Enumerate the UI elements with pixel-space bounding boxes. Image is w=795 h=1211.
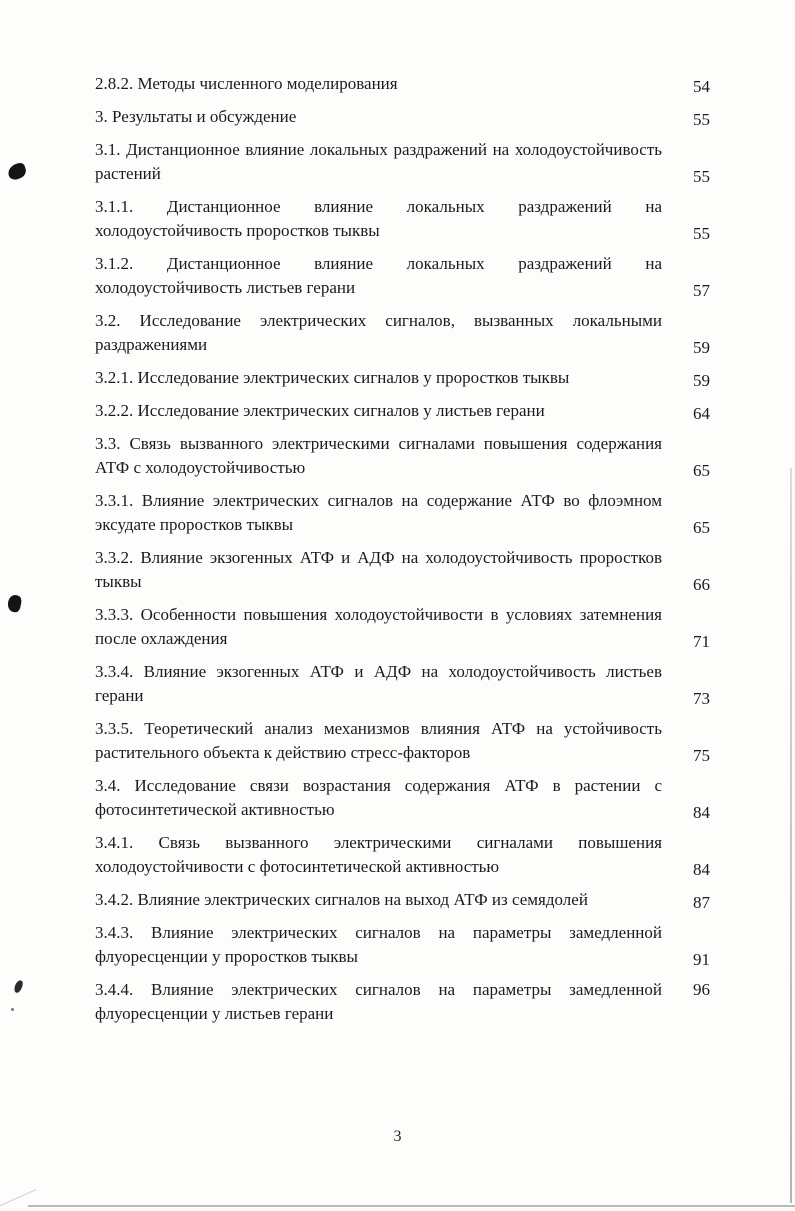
toc-entry-text: 3.4. Исследование связи возрастания содержания АТФ в растении с фотосинтетической активностью (95, 776, 662, 819)
toc-entry-text: 3.3.3. Особенности повышения холодоустойчивости в условиях затемнения после охлаждения (95, 605, 662, 648)
toc-entry-page: 75 (693, 746, 710, 765)
toc-entry (95, 978, 710, 1026)
toc-entry (95, 888, 710, 912)
toc-entry-text: 2.8.2. Методы численного моделирования (95, 74, 398, 93)
toc-entry (95, 921, 710, 969)
toc-entry-page: 55 (693, 224, 710, 243)
toc-entry-text: 3.1.1. Дистанционное влияние локальных раздражений на холодоустойчивость проростков тыквы (95, 197, 662, 240)
toc-entry (95, 660, 710, 708)
toc-entry (95, 105, 710, 129)
scan-edge-right (790, 468, 792, 1203)
toc-entry-page: 73 (693, 689, 710, 708)
toc-entry-text: 3.3.5. Теоретический анализ механизмов влияния АТФ на устойчивость растительного объекта к действию стресс-факторов (95, 719, 662, 762)
toc-entry-text: 3. Результаты и обсуждение (95, 107, 297, 126)
page-number: 3 (393, 1128, 402, 1145)
toc-entry-text: 3.2. Исследование электрических сигналов, вызванных локальными раздражениями (95, 311, 662, 354)
ink-mark-icon (6, 162, 28, 182)
toc-entry-page: 55 (693, 167, 710, 186)
toc-entry (95, 72, 710, 96)
toc-entry-page: 84 (693, 860, 710, 879)
toc-entry (95, 831, 710, 879)
toc-list (95, 72, 710, 1035)
toc-entry-page: 65 (693, 518, 710, 537)
toc-entry (95, 717, 710, 765)
toc-entry-text: 3.3. Связь вызванного электрическими сигналами повышения содержания АТФ с холодоустойчивостью (95, 434, 662, 477)
toc-entry-page: 84 (693, 803, 710, 822)
ink-mark-icon (6, 594, 22, 613)
toc-entry (95, 603, 710, 651)
toc-entry-page: 96 (693, 980, 710, 999)
toc-entry (95, 366, 710, 390)
toc-entry-page: 59 (693, 338, 710, 357)
toc-entry (95, 138, 710, 186)
toc-entry (95, 252, 710, 300)
scan-edge-bottom (28, 1205, 795, 1207)
toc-entry (95, 399, 710, 423)
toc-entry-page: 71 (693, 632, 710, 651)
toc-entry-text: 3.3.2. Влияние экзогенных АТФ и АДФ на холодоустойчивость проростков тыквы (95, 548, 662, 591)
toc-entry-page: 57 (693, 281, 710, 300)
toc-entry-text: 3.2.1. Исследование электрических сигналов у проростков тыквы (95, 368, 570, 387)
toc-entry-text: 3.4.1. Связь вызванного электрическими сигналами повышения холодоустойчивости с фотосинтетической активностью (95, 833, 662, 876)
ink-speck-icon (11, 1008, 14, 1011)
toc-entry-page: 91 (693, 950, 710, 969)
toc-entry-text: 3.3.1. Влияние электрических сигналов на содержание АТФ во флоэмном эксудате проростков тыквы (95, 491, 662, 534)
toc-entry-text: 3.3.4. Влияние экзогенных АТФ и АДФ на холодоустойчивость листьев герани (95, 662, 662, 705)
toc-entry-page: 87 (693, 893, 710, 912)
toc-entry (95, 774, 710, 822)
toc-entry-text: 3.2.2. Исследование электрических сигналов у листьев герани (95, 401, 545, 420)
toc-entry-text: 3.1.2. Дистанционное влияние локальных раздражений на холодоустойчивость листьев герани (95, 254, 662, 297)
ink-mark-icon (13, 979, 25, 994)
toc-entry-page: 54 (693, 77, 710, 96)
toc-entry-page: 66 (693, 575, 710, 594)
toc-entry-text: 3.4.4. Влияние электрических сигналов на параметры замедленной флуоресценции у листьев герани (95, 980, 662, 1023)
toc-entry (95, 195, 710, 243)
toc-entry (95, 546, 710, 594)
toc-entry (95, 309, 710, 357)
toc-entry-page: 55 (693, 110, 710, 129)
toc-entry (95, 489, 710, 537)
toc-entry-page: 65 (693, 461, 710, 480)
toc-entry-text: 3.1. Дистанционное влияние локальных раздражений на холодоустойчивость растений (95, 140, 662, 183)
toc-entry-text: 3.4.2. Влияние электрических сигналов на выход АТФ из семядолей (95, 890, 588, 909)
toc-entry-text: 3.4.3. Влияние электрических сигналов на параметры замедленной флуоресценции у проростков тыквы (95, 923, 662, 966)
toc-entry (95, 432, 710, 480)
toc-entry-page: 59 (693, 371, 710, 390)
toc-entry-page: 64 (693, 404, 710, 423)
